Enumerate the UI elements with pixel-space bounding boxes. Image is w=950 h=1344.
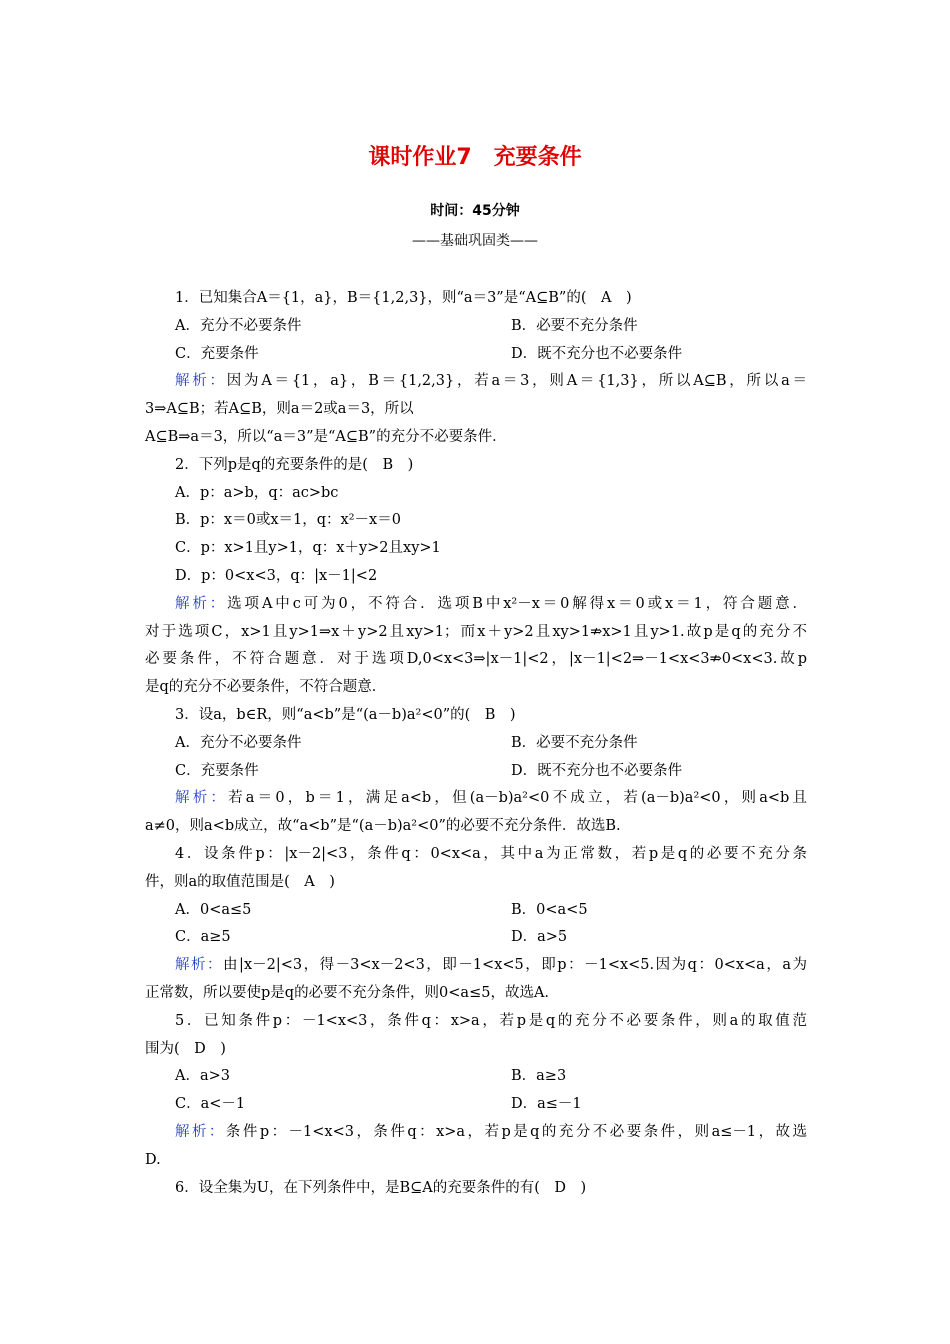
q5-option-b: B．a≥3 bbox=[511, 1068, 567, 1085]
q1-option-a: A．充分不必要条件 bbox=[175, 317, 302, 334]
q1-option-b: B．必要不充分条件 bbox=[511, 317, 638, 334]
q2-option-c: C．p：x>1且y>1，q：x＋y>2且xy>1 bbox=[175, 540, 441, 557]
q1-option-d: D．既不充分也不必要条件 bbox=[511, 345, 683, 362]
q1-options-row-1 bbox=[145, 313, 807, 341]
q5-option-a: A．a>3 bbox=[175, 1068, 230, 1085]
q3-options-row-1 bbox=[145, 730, 807, 758]
q6-stem: 6．设全集为U，在下列条件中，是B⊆A的充要条件的有( D ) bbox=[175, 1179, 587, 1196]
question-list bbox=[145, 285, 807, 1202]
q5-option-d: D．a≤－1 bbox=[511, 1096, 582, 1113]
analysis-label: 解析： bbox=[175, 373, 227, 390]
q3-analysis-line-2: a≠0，则a<b成立，故“a<b”是“(a－b)a²<0”的必要不充分条件．故选B. bbox=[145, 818, 621, 835]
q4-option-c: C．a≥5 bbox=[175, 929, 231, 946]
q5-stem-line-1: 5．已知条件p：－1<x<3，条件q：x>a，若p是q的充分不必要条件，则a的取值范 bbox=[175, 1012, 807, 1029]
q1-analysis-line-3: A⊆B⇒a＝3，所以“a＝3”是“A⊆B”的充分不必要条件． bbox=[145, 428, 507, 445]
q5-options-row-1 bbox=[145, 1063, 807, 1091]
q2-analysis-line-3: 必要条件，不符合题意．对于选项D,0<x<3⇒|x－1|<2，|x－1|<2⇒－1<x<3⇏0<x<3.故p bbox=[145, 651, 807, 668]
q5-analysis-line-2: D. bbox=[145, 1151, 161, 1168]
q4-options-row-2 bbox=[145, 924, 807, 952]
analysis-label: 解析： bbox=[175, 790, 229, 807]
q4-stem-line-2: 件，则a的取值范围是( A ) bbox=[145, 873, 335, 890]
q2-option-d: D．p：0<x<3，q：|x－1|<2 bbox=[175, 567, 378, 584]
q2-stem: 2．下列p是q的充要条件的是( B ) bbox=[175, 456, 414, 473]
q4-option-a: A．0<a≤5 bbox=[175, 901, 252, 918]
q3-option-b: B．必要不充分条件 bbox=[511, 734, 638, 751]
q5-analysis-line-1: 解析：条件p：－1<x<3，条件q：x>a，若p是q的充分不必要条件，则a≤－1，故选 bbox=[175, 1123, 808, 1140]
section-heading: ——基础巩固类—— bbox=[412, 233, 538, 249]
q1-analysis-line-2: 3⇒A⊆B；若A⊆B，则a＝2或a＝3，所以 bbox=[145, 401, 414, 418]
q5-stem-line-2: 围为( D ) bbox=[145, 1040, 226, 1057]
q4-stem-line-1: 4．设条件p：|x－2|<3，条件q：0<x<a，其中a为正常数，若p是q的必要不充分条 bbox=[175, 845, 807, 862]
q2-analysis-line-2: 对于选项C，x>1且y>1⇒x＋y>2且xy>1；而x＋y>2且xy>1⇏x>1且y>1.故p是q的充分不 bbox=[145, 623, 807, 640]
analysis-label: 解析： bbox=[175, 957, 224, 974]
q1-analysis-line-1: 解析：因为A＝{1，a}，B＝{1,2,3}，若a＝3，则A＝{1,3}，所以A⊆B，所以a＝ bbox=[175, 373, 807, 390]
q5-options-row-2 bbox=[145, 1091, 807, 1119]
q2-analysis-line-4: 是q的充分不必要条件，不符合题意． bbox=[145, 679, 387, 696]
q4-analysis-line-1: 解析：由|x－2|<3，得－3<x－2<3，即－1<x<5，即p：－1<x<5.因为q：0<x<a，a为 bbox=[175, 957, 808, 974]
q1-options-row-2 bbox=[145, 341, 807, 369]
q3-option-c: C．充要条件 bbox=[175, 762, 259, 779]
q1-stem: 1．已知集合A＝{1，a}，B＝{1,2,3}，则“a＝3”是“A⊆B”的( A ) bbox=[175, 290, 632, 306]
analysis-label: 解析： bbox=[175, 595, 228, 612]
q3-options-row-2 bbox=[145, 758, 807, 786]
time-limit: 时间：45分钟 bbox=[430, 203, 520, 219]
q4-option-d: D．a>5 bbox=[511, 929, 568, 946]
q3-option-d: D．既不充分也不必要条件 bbox=[511, 762, 683, 779]
q3-option-a: A．充分不必要条件 bbox=[175, 734, 302, 751]
q5-option-c: C．a<－1 bbox=[175, 1096, 246, 1113]
q4-analysis-line-2: 正常数，所以要使p是q的必要不充分条件，则0<a≤5，故选A. bbox=[145, 984, 550, 1001]
page-title: 课时作业7 充要条件 bbox=[368, 145, 582, 170]
q2-option-b: B．p：x＝0或x＝1，q：x²－x＝0 bbox=[175, 512, 401, 529]
q3-analysis-line-1: 解析：若a＝0，b＝1，满足a<b，但(a－b)a²<0不成立，若(a－b)a²<0，则a<b且 bbox=[175, 790, 807, 807]
q4-options-row-1 bbox=[145, 897, 807, 925]
analysis-label: 解析： bbox=[175, 1123, 226, 1140]
q2-analysis-line-1: 解析：选项A中c可为0，不符合．选项B中x²－x＝0解得x＝0或x＝1，符合题意． bbox=[175, 595, 808, 612]
q1-option-c: C．充要条件 bbox=[175, 345, 259, 362]
q3-stem: 3．设a，b∈R，则“a<b”是“(a－b)a²<0”的( B ) bbox=[175, 706, 516, 723]
q2-option-a: A．p：a>b，q：ac>bc bbox=[175, 484, 339, 501]
q4-option-b: B．0<a<5 bbox=[511, 901, 588, 918]
